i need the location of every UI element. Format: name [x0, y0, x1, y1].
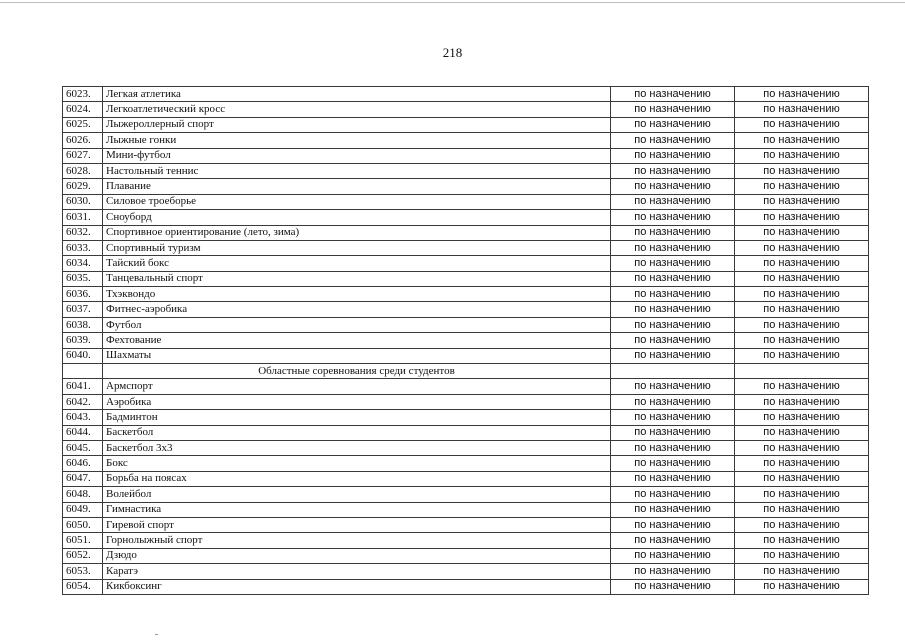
table-row	[63, 148, 869, 163]
value-column-2: по назначению	[735, 564, 869, 579]
sport-name: Шахматы	[103, 348, 611, 363]
table-row	[63, 471, 869, 486]
section-title: Областные соревнования среди студентов	[103, 364, 611, 379]
row-number: 6037.	[63, 302, 103, 317]
table-row	[63, 133, 869, 148]
row-number: 6048.	[63, 487, 103, 502]
sport-name: Бадминтон	[103, 410, 611, 425]
value-column-2: по назначению	[735, 394, 869, 409]
value-column-1: по назначению	[611, 410, 735, 425]
row-number: 6049.	[63, 502, 103, 517]
sport-name: Борьба на поясах	[103, 471, 611, 486]
value-column-2: по назначению	[735, 456, 869, 471]
row-number: 6034.	[63, 256, 103, 271]
value-column-1: по назначению	[611, 471, 735, 486]
sport-name: Танцевальный спорт	[103, 271, 611, 286]
table-row	[63, 564, 869, 579]
table-row	[63, 533, 869, 548]
row-number: 6031.	[63, 210, 103, 225]
value-column-2: по назначению	[735, 502, 869, 517]
page-number: 218	[442, 45, 463, 60]
sport-name: Баскетбол 3х3	[103, 440, 611, 455]
row-number: 6043.	[63, 410, 103, 425]
table-row	[63, 548, 869, 563]
row-number: 6053.	[63, 564, 103, 579]
value-column-2: по назначению	[735, 256, 869, 271]
value-column-2: по назначению	[735, 533, 869, 548]
sport-name: Гимнастика	[103, 502, 611, 517]
sports-table	[62, 86, 869, 595]
value-column-1: по назначению	[611, 102, 735, 117]
value-column-1: по назначению	[611, 302, 735, 317]
sport-name: Спортивный туризм	[103, 240, 611, 255]
value-column-2: по назначению	[735, 271, 869, 286]
value-column-2: по назначению	[735, 379, 869, 394]
table-row	[63, 517, 869, 532]
table-row	[63, 225, 869, 240]
value-column-2: по назначению	[735, 517, 869, 532]
table-row	[63, 194, 869, 209]
row-number: 6051.	[63, 533, 103, 548]
row-number: 6044.	[63, 425, 103, 440]
sport-name: Фитнес-аэробика	[103, 302, 611, 317]
table-row	[63, 333, 869, 348]
table-row	[63, 579, 869, 594]
value-column-1: по назначению	[611, 579, 735, 594]
value-column-1: по назначению	[611, 440, 735, 455]
value-column-1: по назначению	[611, 210, 735, 225]
value-column-1: по назначению	[611, 379, 735, 394]
value-column-2: по назначению	[735, 210, 869, 225]
value-column-2: по назначению	[735, 333, 869, 348]
section-empty-cell	[611, 364, 735, 379]
value-column-1: по назначению	[611, 271, 735, 286]
table-row	[63, 102, 869, 117]
row-number: 6050.	[63, 517, 103, 532]
sport-name: Волейбол	[103, 487, 611, 502]
value-column-1: по назначению	[611, 225, 735, 240]
value-column-1: по назначению	[611, 502, 735, 517]
row-number: 6046.	[63, 456, 103, 471]
value-column-2: по назначению	[735, 87, 869, 102]
value-column-1: по назначению	[611, 287, 735, 302]
value-column-2: по назначению	[735, 179, 869, 194]
value-column-2: по назначению	[735, 302, 869, 317]
table-row	[63, 425, 869, 440]
value-column-1: по назначению	[611, 564, 735, 579]
table-row	[63, 179, 869, 194]
sport-name: Плавание	[103, 179, 611, 194]
value-column-1: по назначению	[611, 394, 735, 409]
sport-name: Тхэквондо	[103, 287, 611, 302]
sport-name: Баскетбол	[103, 425, 611, 440]
table-row	[63, 271, 869, 286]
scan-mark	[155, 634, 158, 635]
sport-name: Легкая атлетика	[103, 87, 611, 102]
value-column-1: по назначению	[611, 517, 735, 532]
row-number: 6029.	[63, 179, 103, 194]
sport-name: Кикбоксинг	[103, 579, 611, 594]
row-number: 6042.	[63, 394, 103, 409]
row-number: 6032.	[63, 225, 103, 240]
row-number: 6023.	[63, 87, 103, 102]
sport-name: Лыжные гонки	[103, 133, 611, 148]
value-column-1: по назначению	[611, 425, 735, 440]
value-column-1: по назначению	[611, 148, 735, 163]
sports-table-body	[63, 87, 869, 595]
value-column-2: по назначению	[735, 240, 869, 255]
value-column-1: по назначению	[611, 194, 735, 209]
sport-name: Настольный теннис	[103, 163, 611, 178]
row-number: 6038.	[63, 317, 103, 332]
value-column-2: по назначению	[735, 102, 869, 117]
table-row	[63, 240, 869, 255]
table-row	[63, 502, 869, 517]
row-number: 6039.	[63, 333, 103, 348]
table-row	[63, 256, 869, 271]
sport-name: Легкоатлетический кросс	[103, 102, 611, 117]
sport-name: Сноуборд	[103, 210, 611, 225]
sport-name: Футбол	[103, 317, 611, 332]
value-column-1: по назначению	[611, 240, 735, 255]
sport-name: Бокс	[103, 456, 611, 471]
sport-name: Тайский бокс	[103, 256, 611, 271]
row-number: 6045.	[63, 440, 103, 455]
value-column-2: по назначению	[735, 410, 869, 425]
table-row	[63, 317, 869, 332]
sport-name: Гиревой спорт	[103, 517, 611, 532]
sport-name: Каратэ	[103, 564, 611, 579]
value-column-1: по назначению	[611, 87, 735, 102]
row-number: 6041.	[63, 379, 103, 394]
value-column-1: по назначению	[611, 348, 735, 363]
value-column-2: по назначению	[735, 348, 869, 363]
sport-name: Силовое троеборье	[103, 194, 611, 209]
value-column-2: по назначению	[735, 487, 869, 502]
sport-name: Лыжероллерный спорт	[103, 117, 611, 132]
row-number: 6028.	[63, 163, 103, 178]
value-column-1: по назначению	[611, 487, 735, 502]
value-column-2: по назначению	[735, 287, 869, 302]
table-row	[63, 410, 869, 425]
table-row	[63, 456, 869, 471]
row-number: 6033.	[63, 240, 103, 255]
sport-name: Фехтование	[103, 333, 611, 348]
value-column-1: по назначению	[611, 179, 735, 194]
value-column-2: по назначению	[735, 317, 869, 332]
sport-name: Мини-футбол	[103, 148, 611, 163]
table-row	[63, 117, 869, 132]
value-column-2: по назначению	[735, 548, 869, 563]
row-number: 6054.	[63, 579, 103, 594]
value-column-1: по назначению	[611, 533, 735, 548]
value-column-1: по назначению	[611, 548, 735, 563]
row-number: 6026.	[63, 133, 103, 148]
value-column-1: по назначению	[611, 163, 735, 178]
row-number: 6027.	[63, 148, 103, 163]
value-column-1: по назначению	[611, 256, 735, 271]
value-column-2: по назначению	[735, 117, 869, 132]
sport-name: Горнолыжный спорт	[103, 533, 611, 548]
sport-name: Армспорт	[103, 379, 611, 394]
sport-name: Дзюдо	[103, 548, 611, 563]
table-row	[63, 87, 869, 102]
sport-name: Спортивное ориентирование (лето, зима)	[103, 225, 611, 240]
table-row	[63, 163, 869, 178]
value-column-2: по назначению	[735, 425, 869, 440]
sport-name: Аэробика	[103, 394, 611, 409]
value-column-2: по назначению	[735, 440, 869, 455]
row-number: 6040.	[63, 348, 103, 363]
table-row	[63, 440, 869, 455]
value-column-2: по назначению	[735, 194, 869, 209]
row-number: 6025.	[63, 117, 103, 132]
row-number: 6035.	[63, 271, 103, 286]
table-row	[63, 394, 869, 409]
row-number: 6030.	[63, 194, 103, 209]
value-column-2: по назначению	[735, 225, 869, 240]
row-number: 6024.	[63, 102, 103, 117]
section-number-cell	[63, 364, 103, 379]
table-row	[63, 487, 869, 502]
section-empty-cell	[735, 364, 869, 379]
row-number: 6047.	[63, 471, 103, 486]
row-number: 6036.	[63, 287, 103, 302]
value-column-2: по назначению	[735, 133, 869, 148]
row-number: 6052.	[63, 548, 103, 563]
table-row	[63, 379, 869, 394]
table-row	[63, 302, 869, 317]
value-column-1: по назначению	[611, 333, 735, 348]
table-row	[63, 287, 869, 302]
value-column-2: по назначению	[735, 471, 869, 486]
table-row	[63, 348, 869, 363]
value-column-1: по назначению	[611, 117, 735, 132]
top-scan-rule	[0, 2, 905, 3]
value-column-2: по назначению	[735, 148, 869, 163]
value-column-1: по назначению	[611, 317, 735, 332]
value-column-1: по назначению	[611, 456, 735, 471]
table-row	[63, 210, 869, 225]
value-column-1: по назначению	[611, 133, 735, 148]
section-row	[63, 364, 869, 379]
value-column-2: по назначению	[735, 163, 869, 178]
value-column-2: по назначению	[735, 579, 869, 594]
